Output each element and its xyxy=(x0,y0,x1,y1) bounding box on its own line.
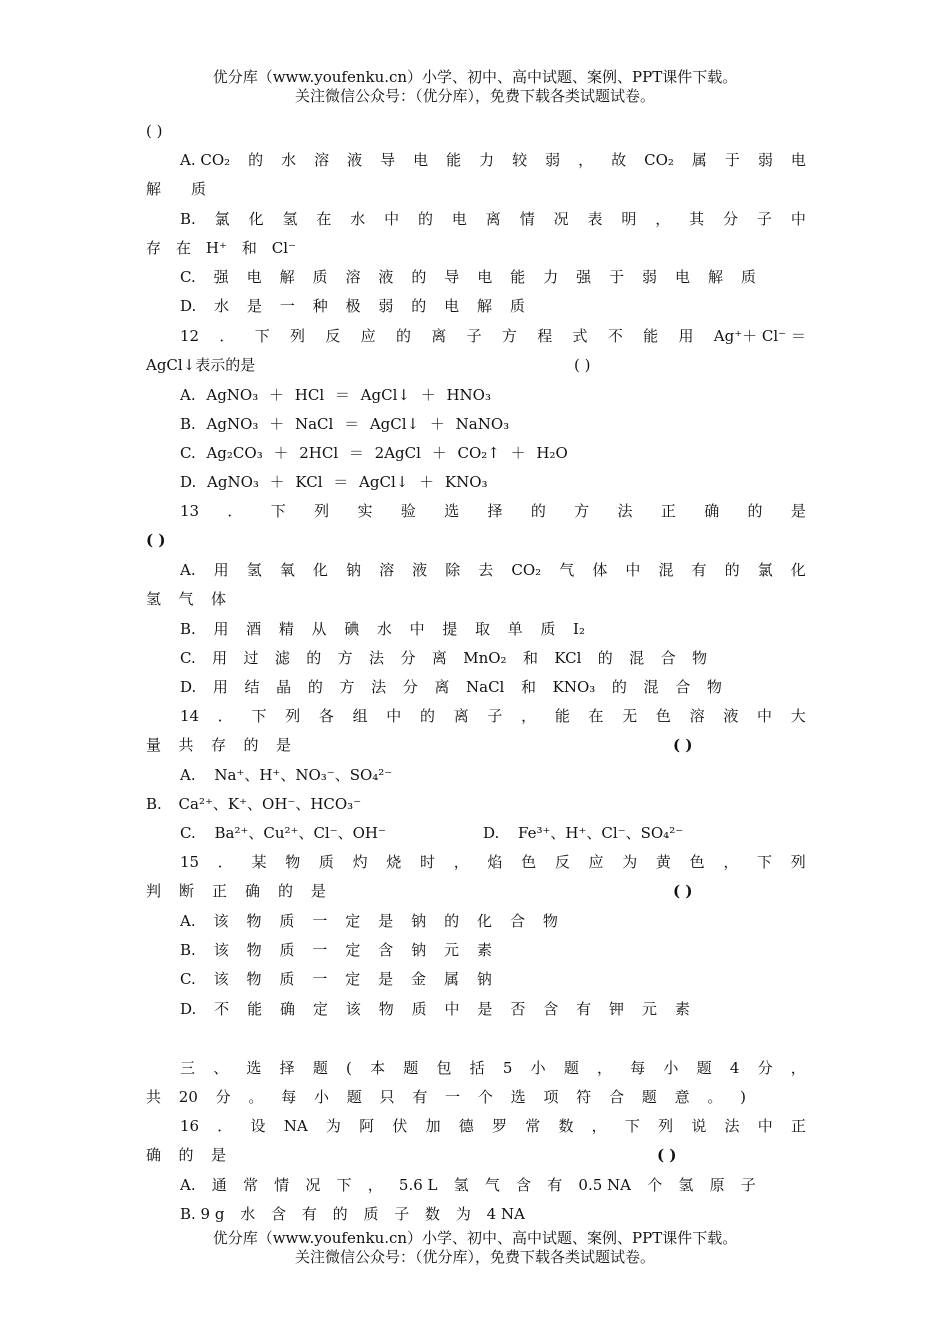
section-3-heading: 三 、 选 择 题 ( 本 题 包 括 5 小 题 ， 每 小 题 4 分 ， xyxy=(180,1059,806,1077)
q12-option-b: B. AgNO₃ ＋ NaCl ＝ AgCl↓ ＋ NaNO₃ xyxy=(180,415,510,433)
q16-option-b: B. 9 g 水 含 有 的 质 子 数 为 4 NA xyxy=(180,1205,525,1223)
q11-option-c: C. 强 电 解 质 溶 液 的 导 电 能 力 强 于 弱 电 解 质 xyxy=(180,268,756,286)
q16-option-a: A. 通 常 情 况 下 ， 5.6 L 氢 气 含 有 0.5 NA 个 氢 原 子 xyxy=(180,1176,756,1194)
page-header-line-2: 关注微信公众号：（优分库），免费下载各类试题试卷。 xyxy=(294,87,655,105)
q15-option-a: A. 该 物 质 一 定 是 钠 的 化 合 物 xyxy=(180,912,558,930)
q15-stem: 15 ． 某 物 质 灼 烧 时 ， 焰 色 反 应 为 黄 色 ， 下 列 xyxy=(180,853,806,871)
q12-stem: 12 ． 下 列 反 应 的 离 子 方 程 式 不 能 用 Ag⁺＋ Cl⁻ ＝ xyxy=(180,327,806,345)
q14-option-c: C. Ba²⁺、Cu²⁺、Cl⁻、OH⁻ xyxy=(180,824,386,842)
q11-option-b: B. 氯 化 氢 在 水 中 的 电 离 情 况 表 明 ， 其 分 子 中 xyxy=(180,210,806,228)
q11-paren: ( ) xyxy=(146,122,163,140)
q14-option-d: D. Fe³⁺、H⁺、Cl⁻、SO₄²⁻ xyxy=(483,824,684,842)
q15-paren: ( ) xyxy=(673,882,693,900)
page-footer-line-2: 关注微信公众号：（优分库），免费下载各类试题试卷。 xyxy=(294,1248,655,1266)
q14-option-a: A. Na⁺、H⁺、NO₃⁻、SO₄²⁻ xyxy=(180,766,393,784)
q12-option-a: A. AgNO₃ ＋ HCl ＝ AgCl↓ ＋ HNO₃ xyxy=(180,386,491,404)
q11-option-d: D. 水 是 一 种 极 弱 的 电 解 质 xyxy=(180,297,525,315)
q15-option-b: B. 该 物 质 一 定 含 钠 元 素 xyxy=(180,941,492,959)
q11-option-a-cont: 解 质 xyxy=(146,180,206,198)
q11-option-b-cont: 存 在 H⁺ 和 Cl⁻ xyxy=(146,239,296,257)
q14-stem: 14 ． 下 列 各 组 中 的 离 子 ， 能 在 无 色 溶 液 中 大 xyxy=(180,707,806,725)
q13-option-a-cont: 氢 气 体 xyxy=(146,590,226,608)
q13-option-c: C. 用 过 滤 的 方 法 分 离 MnO₂ 和 KCl 的 混 合 物 xyxy=(180,649,707,667)
q12-option-c: C. Ag₂CO₃ ＋ 2HCl ＝ 2AgCl ＋ CO₂↑ ＋ H₂O xyxy=(180,444,568,462)
q11-option-a: A. CO₂ 的 水 溶 液 导 电 能 力 较 弱 ， 故 CO₂ 属 于 弱 电 xyxy=(180,151,806,169)
q12-stem-cont: AgCl↓表示的是 xyxy=(146,356,256,374)
q13-paren: ( ) xyxy=(146,531,166,549)
q16-paren: ( ) xyxy=(657,1146,677,1164)
q13-option-a: A. 用 氢 氧 化 钠 溶 液 除 去 CO₂ 气 体 中 混 有 的 氯 化 xyxy=(180,561,806,579)
q13-option-b: B. 用 酒 精 从 碘 水 中 提 取 单 质 I₂ xyxy=(180,620,585,638)
section-3-heading-cont: 共 20 分 。 每 小 题 只 有 一 个 选 项 符 合 题 意 。 ) xyxy=(146,1088,746,1106)
q13-stem: 13 ． 下 列 实 验 选 择 的 方 法 正 确 的 是 xyxy=(180,502,806,520)
q13-option-d: D. 用 结 晶 的 方 法 分 离 NaCl 和 KNO₃ 的 混 合 物 xyxy=(180,678,722,696)
q16-stem-cont: 确 的 是 xyxy=(146,1146,226,1164)
q14-option-b: B. Ca²⁺、K⁺、OH⁻、HCO₃⁻ xyxy=(146,795,362,813)
page-header-line-1: 优分库（www.youfenku.cn）小学、初中、高中试题、案例、PPT课件下载。 xyxy=(212,68,738,86)
q15-option-d: D. 不 能 确 定 该 物 质 中 是 否 含 有 钾 元 素 xyxy=(180,1000,690,1018)
q14-paren: ( ) xyxy=(673,736,693,754)
q14-stem-cont: 量 共 存 的 是 xyxy=(146,736,291,754)
q12-paren: ( ) xyxy=(574,356,591,374)
page-footer-line-1: 优分库（www.youfenku.cn）小学、初中、高中试题、案例、PPT课件下载。 xyxy=(212,1229,738,1247)
q16-stem: 16 ． 设 NA 为 阿 伏 加 德 罗 常 数 ， 下 列 说 法 中 正 xyxy=(180,1117,806,1135)
q12-option-d: D. AgNO₃ ＋ KCl ＝ AgCl↓ ＋ KNO₃ xyxy=(180,473,488,491)
q15-option-c: C. 该 物 质 一 定 是 金 属 钠 xyxy=(180,970,492,988)
q15-stem-cont: 判 断 正 确 的 是 xyxy=(146,882,326,900)
